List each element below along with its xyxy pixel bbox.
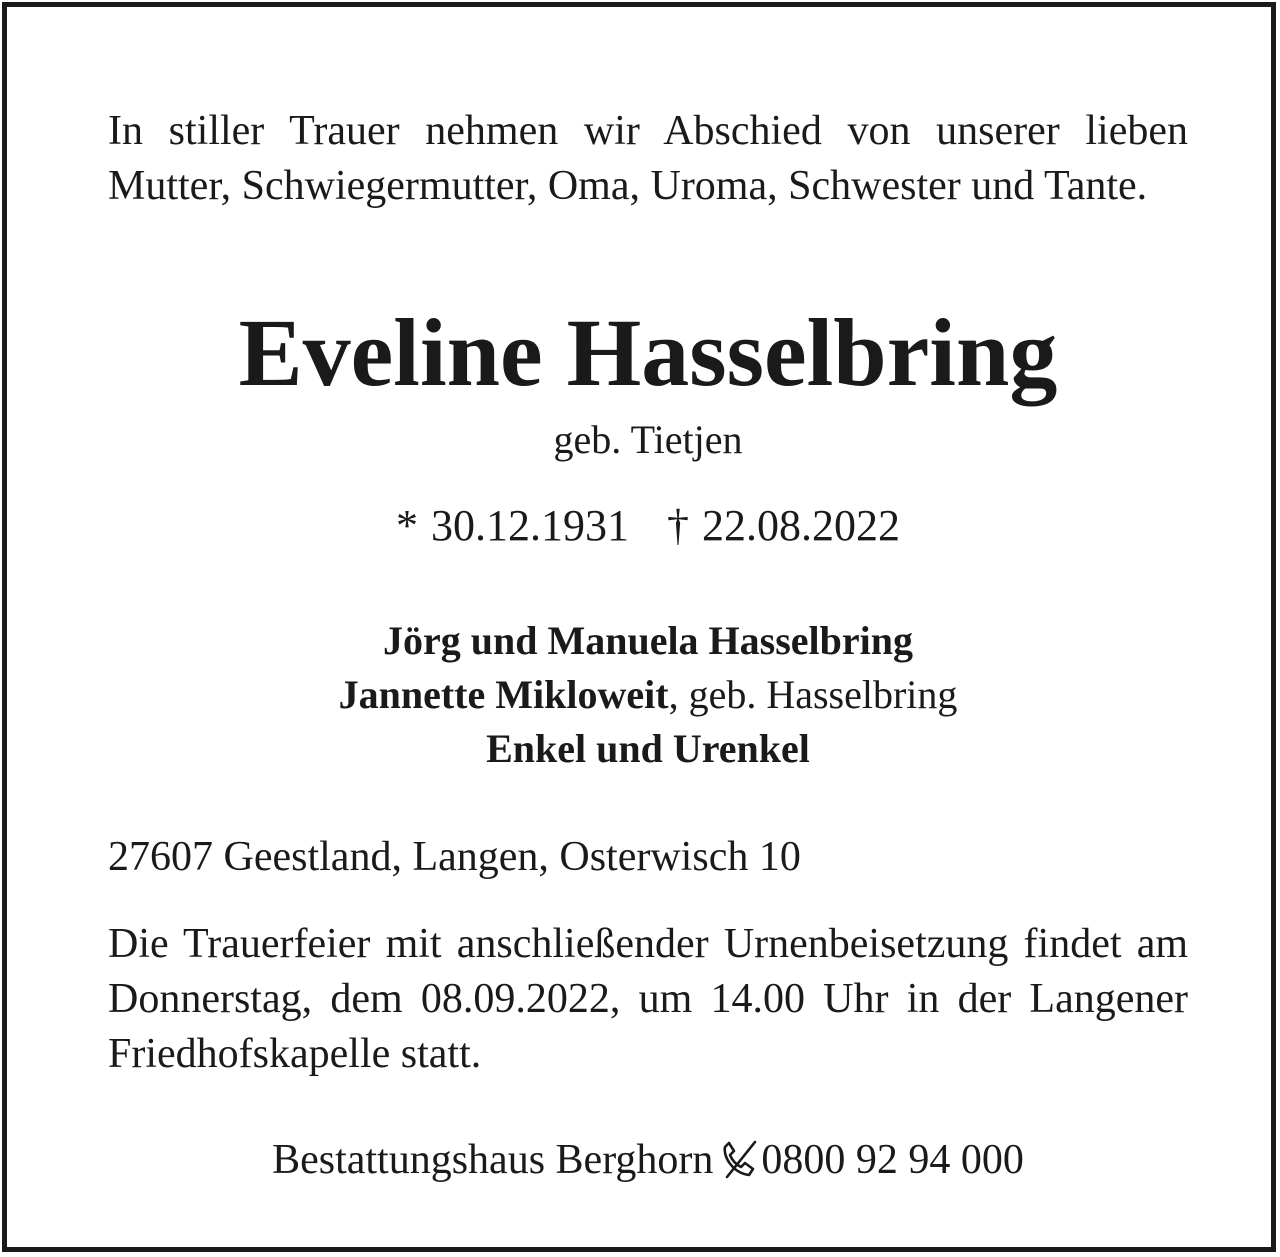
deceased-name: Eveline Hasselbring — [238, 299, 1058, 406]
mourner-line-1: Jörg und Manuela Hasselbring — [382, 618, 914, 663]
phone-number: 0800 92 94 000 — [761, 1137, 1024, 1183]
address: 27607 Geestland, Langen, Osterwisch 10 — [108, 834, 801, 880]
undertaker — [108, 1133, 1188, 1187]
mourner-line-3: Enkel und Urenkel — [486, 726, 810, 771]
mourner-line-2-suffix: , geb. Hasselbring — [668, 672, 958, 717]
undertaker-name: Bestattungshaus Berghorn — [272, 1137, 714, 1183]
death-date: † 22.08.2022 — [667, 501, 900, 550]
intro-text: In stiller Trauer nehmen wir Abschied von unserer lieben Mutter, Schwiegermutter, Oma, Uroma, Schwester und Tante. — [108, 108, 1188, 209]
ceremony-text: Die Trauerfeier mit anschließender Urnenbeisetzung findet am Donnerstag, dem 08.09.2022, um 14.00 Uhr in der Langener Friedhofskapelle statt. — [108, 921, 1188, 1077]
phone-icon — [719, 1139, 759, 1179]
life-dates — [108, 500, 1188, 552]
mourner-line-2 — [108, 668, 1188, 722]
birth-date: * 30.12.1931 — [396, 501, 629, 550]
mourner-line-2-name: Jannette Mikloweit — [338, 672, 669, 717]
maiden-name: geb. Tietjen — [553, 417, 743, 462]
mourners — [108, 614, 1188, 776]
